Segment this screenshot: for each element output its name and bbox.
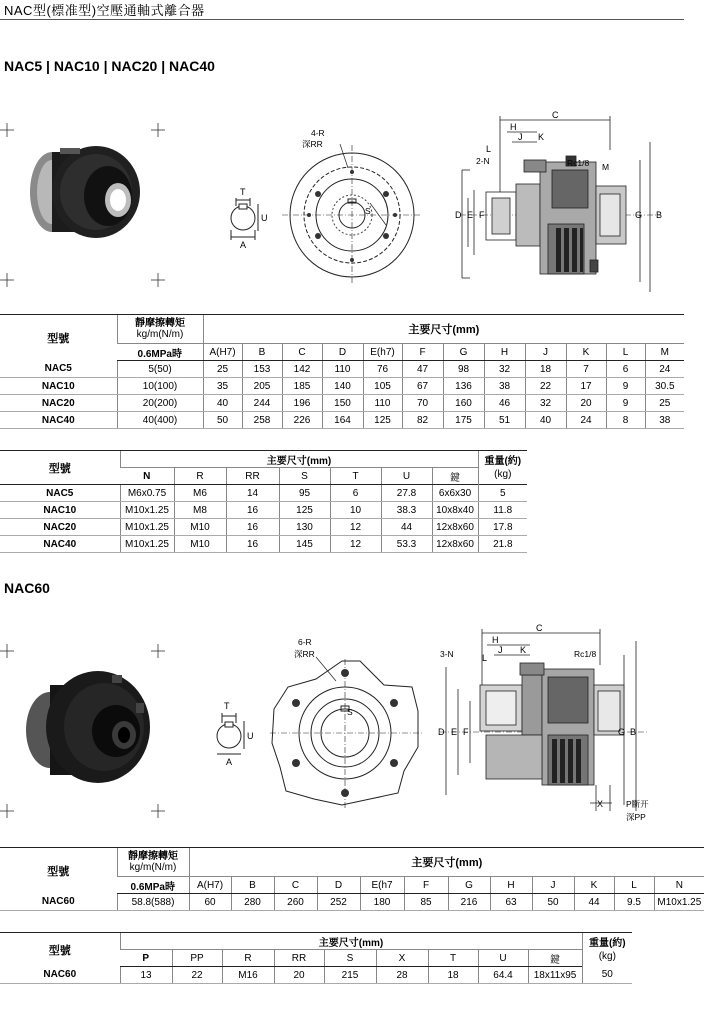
table-cell: 11.8 — [478, 502, 527, 519]
nac5-40-dim-H: H — [510, 122, 517, 132]
table-cell: NAC5 — [0, 361, 117, 378]
table-cell: 14 — [226, 485, 279, 502]
nac60-spec-table-1 — [0, 847, 704, 911]
nac5-40-label-A: A — [240, 240, 247, 250]
table-cell: 95 — [279, 485, 330, 502]
t2-header-weight: 重量(約) (kg) — [478, 451, 527, 485]
t1-col-F: F — [402, 344, 443, 361]
table-cell: 25 — [203, 361, 242, 378]
table-cell: RR — [274, 950, 324, 967]
table-cell: NAC10 — [0, 378, 117, 395]
page-title: NAC型(標准型)空壓通軸式離合器 — [4, 3, 205, 18]
table-cell: NAC5 — [0, 485, 120, 502]
table-cell: 47 — [402, 361, 443, 378]
table-row — [0, 519, 527, 536]
nac60-p-note-1: P斷开 — [626, 799, 649, 809]
table-cell: P — [120, 950, 172, 967]
table-cell: 12x8x60 — [432, 519, 478, 536]
table-cell: 67 — [402, 378, 443, 395]
nac5-40-front-view — [282, 144, 422, 285]
nac60-label-A: A — [226, 757, 233, 767]
table-cell: 38 — [645, 412, 684, 429]
t1-col-L: L — [606, 344, 645, 361]
table-cell: M10x1.25 — [120, 536, 174, 553]
table-row — [0, 502, 527, 519]
table-cell: 175 — [443, 412, 484, 429]
table-cell: 44 — [574, 894, 614, 911]
table-cell: 24 — [645, 361, 684, 378]
table-cell: 153 — [242, 361, 282, 378]
table-cell: 82 — [402, 412, 443, 429]
table-row — [0, 395, 684, 412]
table-cell: 9.5 — [614, 894, 654, 911]
table-cell: NAC40 — [0, 536, 120, 553]
table-cell: 50 — [532, 894, 574, 911]
nac60-dim-C: C — [536, 623, 543, 633]
nac60-dim-L: L — [482, 653, 488, 663]
table-cell: NAC10 — [0, 502, 120, 519]
nac60-dim-H: H — [492, 635, 499, 645]
table-cell: 38 — [484, 378, 525, 395]
table-cell: 140 — [322, 378, 363, 395]
t2-col-R: R — [174, 468, 226, 485]
t1-col-C: C — [282, 344, 322, 361]
nac5-40-dim-B: B — [656, 210, 663, 220]
table-cell: 85 — [404, 894, 448, 911]
table-cell: M6x0.75 — [120, 485, 174, 502]
nac60-dim-X: X — [597, 799, 604, 809]
nac5-40-product-photo — [30, 146, 140, 238]
title-divider — [0, 19, 684, 20]
nac60-dim-E: E — [451, 727, 458, 737]
table-cell: 7 — [566, 361, 606, 378]
table-cell: X — [376, 950, 428, 967]
table-cell: NAC20 — [0, 519, 120, 536]
t3-header-torque: 靜摩擦轉矩 kg/m(N/m) — [117, 848, 189, 877]
table-cell: 244 — [242, 395, 282, 412]
nac60-port: Rc1/8 — [574, 649, 597, 659]
table-cell: J — [532, 877, 574, 894]
table-cell: M10x1.25 — [654, 894, 704, 911]
table-cell: 46 — [484, 395, 525, 412]
table-cell: 196 — [282, 395, 322, 412]
t2-col-N: N — [120, 468, 174, 485]
t2-col-RR: RR — [226, 468, 279, 485]
table-cell: 136 — [443, 378, 484, 395]
table-cell: 10(100) — [117, 378, 203, 395]
t2-col-S: S — [279, 468, 330, 485]
table-cell: M16 — [222, 967, 274, 984]
table-cell: 12 — [330, 519, 381, 536]
table-cell: 18x11x95 — [528, 967, 582, 984]
table-cell: M6 — [174, 485, 226, 502]
nac60-dim-K: K — [520, 645, 527, 655]
table-cell: 70 — [402, 395, 443, 412]
nac60-p-note-2: 深PP — [626, 812, 646, 822]
nac60-dim-F: F — [463, 727, 469, 737]
table-cell: 160 — [443, 395, 484, 412]
table-cell: 5 — [478, 485, 527, 502]
table-cell: 32 — [484, 361, 525, 378]
nac60-keyway-drawing — [217, 713, 244, 754]
table-cell: 22 — [525, 378, 566, 395]
table-cell: 125 — [363, 412, 402, 429]
nac60-product-photo — [26, 671, 150, 783]
table-cell: 13 — [120, 967, 172, 984]
table-cell: 21.8 — [478, 536, 527, 553]
table-cell: 58.8(588) — [117, 894, 189, 911]
t4-header-model: 型號 — [0, 933, 120, 967]
table-cell: M10 — [174, 519, 226, 536]
nac5-40-dim-K: K — [538, 132, 545, 142]
t1-col-E: E(h7) — [363, 344, 402, 361]
nac60-holes-N: 3-N — [440, 649, 454, 659]
table-cell: D — [317, 877, 360, 894]
table-cell: H — [490, 877, 532, 894]
table-cell: 205 — [242, 378, 282, 395]
nac5-40-keyway-drawing — [231, 198, 258, 240]
table-cell: 185 — [282, 378, 322, 395]
t2-header-dims: 主要尺寸(mm) — [120, 451, 478, 468]
nac5-40-dim-C: C — [552, 110, 559, 120]
table-cell: 16 — [226, 536, 279, 553]
nac60-dim-J: J — [498, 645, 503, 655]
table-cell: 44 — [381, 519, 432, 536]
t1-header-model: 型號 — [0, 315, 117, 361]
nac60-label-U: U — [247, 731, 254, 741]
table-cell: 60 — [189, 894, 231, 911]
t2-col-key: 鍵 — [432, 468, 478, 485]
table-cell: M10x1.25 — [120, 502, 174, 519]
table-cell: 40 — [525, 412, 566, 429]
nac60-label-S: S — [347, 707, 353, 717]
table-cell: S — [324, 950, 376, 967]
table-cell: NAC20 — [0, 395, 117, 412]
nac5-40-spec-table-1 — [0, 314, 684, 429]
table-cell: 142 — [282, 361, 322, 378]
t1-col-G: G — [443, 344, 484, 361]
table-cell: 50 — [582, 967, 632, 984]
table-cell: F — [404, 877, 448, 894]
table-cell: 226 — [282, 412, 322, 429]
table-cell: 10 — [330, 502, 381, 519]
table-cell: 252 — [317, 894, 360, 911]
nac5-40-dim-E: E — [467, 210, 474, 220]
table-cell: 64.4 — [478, 967, 528, 984]
t3-header-dims: 主要尺寸(mm) — [189, 848, 704, 877]
table-cell: PP — [172, 950, 222, 967]
table-cell: M10 — [174, 536, 226, 553]
table-cell: 32 — [525, 395, 566, 412]
table-cell: 63 — [490, 894, 532, 911]
table-cell: 6 — [606, 361, 645, 378]
nac5-40-dim-D: D — [455, 210, 462, 220]
section-heading-nac60: NAC60 — [4, 580, 50, 596]
table-cell: 105 — [363, 378, 402, 395]
nac5-40-spec-table-2 — [0, 450, 527, 553]
nac60-bolt-note-2: 深RR — [294, 649, 315, 659]
table-cell: A(H7) — [189, 877, 231, 894]
table-cell: 258 — [242, 412, 282, 429]
table-cell: 16 — [226, 502, 279, 519]
nac5-40-port: Rc1/8 — [567, 158, 590, 168]
table-cell: B — [231, 877, 274, 894]
table-cell: 12x8x60 — [432, 536, 478, 553]
table-cell: 260 — [274, 894, 317, 911]
t1-col-H: H — [484, 344, 525, 361]
nac5-40-label-U: U — [261, 213, 268, 223]
table-cell: 110 — [363, 395, 402, 412]
t4-header-dims: 主要尺寸(mm) — [120, 933, 582, 950]
table-cell: 130 — [279, 519, 330, 536]
table-cell: 12 — [330, 536, 381, 553]
table-cell: L — [614, 877, 654, 894]
table-cell: NAC60 — [0, 894, 117, 911]
nac60-bolt-note-1: 6-R — [298, 637, 312, 647]
table-cell: 25 — [645, 395, 684, 412]
table-cell: 76 — [363, 361, 402, 378]
table-cell: NAC40 — [0, 412, 117, 429]
table-row — [0, 894, 704, 911]
table-cell: 18 — [525, 361, 566, 378]
table-cell: 35 — [203, 378, 242, 395]
table-cell: 28 — [376, 967, 428, 984]
nac60-label-T: T — [224, 701, 230, 711]
nac5-40-holes-N: 2-N — [476, 156, 490, 166]
t3-header-torque-sub: 0.6MPa時 — [117, 877, 189, 894]
table-cell: 180 — [360, 894, 404, 911]
nac5-40-drawings — [0, 100, 684, 295]
table-cell: 280 — [231, 894, 274, 911]
table-cell: 110 — [322, 361, 363, 378]
table-cell: 20(200) — [117, 395, 203, 412]
nac5-40-dim-G: G — [635, 210, 643, 220]
table-cell: 215 — [324, 967, 376, 984]
t1-header-torque: 靜摩擦轉矩 kg/m(N/m) — [117, 315, 203, 344]
table-row — [0, 378, 684, 395]
table-cell: 150 — [322, 395, 363, 412]
table-cell: 30.5 — [645, 378, 684, 395]
table-cell: 5(50) — [117, 361, 203, 378]
nac60-dim-D: D — [438, 727, 445, 737]
t1-header-torque-sub: 0.6MPa時 — [117, 344, 203, 361]
table-cell: 16 — [226, 519, 279, 536]
table-cell: C — [274, 877, 317, 894]
table-cell: M8 — [174, 502, 226, 519]
table-cell: 10x8x40 — [432, 502, 478, 519]
table-cell: 9 — [606, 395, 645, 412]
table-cell: 6 — [330, 485, 381, 502]
table-cell: NAC60 — [0, 967, 120, 984]
t1-col-K: K — [566, 344, 606, 361]
nac5-40-dim-M: M — [602, 162, 610, 172]
table-cell: G — [448, 877, 490, 894]
t2-col-U: U — [381, 468, 432, 485]
table-cell: E(h7 — [360, 877, 404, 894]
nac60-drawings — [0, 615, 684, 830]
nac60-front-view — [270, 657, 422, 809]
nac5-40-dim-L: L — [486, 144, 492, 154]
table-row — [0, 412, 684, 429]
table-cell: M10x1.25 — [120, 519, 174, 536]
table-cell: R — [222, 950, 274, 967]
table-cell: 24 — [566, 412, 606, 429]
t1-col-B: B — [242, 344, 282, 361]
table-cell: 鍵 — [528, 950, 582, 967]
t1-col-M: M — [645, 344, 684, 361]
table-cell: 20 — [274, 967, 324, 984]
table-cell: 164 — [322, 412, 363, 429]
table-row — [0, 967, 632, 984]
table-cell: 51 — [484, 412, 525, 429]
table-row — [0, 361, 684, 378]
table-cell: 18 — [428, 967, 478, 984]
table-cell: 17 — [566, 378, 606, 395]
nac60-dim-G: G — [618, 727, 626, 737]
table-cell: 20 — [566, 395, 606, 412]
table-cell: T — [428, 950, 478, 967]
table-cell: 40 — [203, 395, 242, 412]
table-cell: 216 — [448, 894, 490, 911]
table-cell: U — [478, 950, 528, 967]
nac60-spec-table-2 — [0, 932, 632, 984]
nac5-40-dim-J: J — [518, 132, 523, 142]
nac60-dim-B: B — [630, 727, 637, 737]
t4-header-weight: 重量(約) (kg) — [582, 933, 632, 967]
nac5-40-label-T: T — [240, 187, 246, 197]
table-cell: 17.8 — [478, 519, 527, 536]
table-cell: 40(400) — [117, 412, 203, 429]
table-cell: 22 — [172, 967, 222, 984]
table-cell: 53.3 — [381, 536, 432, 553]
table-cell: 9 — [606, 378, 645, 395]
table-row — [0, 536, 527, 553]
nac60-section-view — [440, 629, 648, 811]
t3-header-model: 型號 — [0, 848, 117, 894]
t1-col-A: A(H7) — [203, 344, 242, 361]
table-cell: N — [654, 877, 704, 894]
nac5-40-label-S: S — [365, 206, 371, 216]
t1-col-D: D — [322, 344, 363, 361]
table-cell: 145 — [279, 536, 330, 553]
nac5-40-dim-F: F — [479, 210, 485, 220]
table-cell: 98 — [443, 361, 484, 378]
table-cell: 125 — [279, 502, 330, 519]
t1-col-J: J — [525, 344, 566, 361]
t2-col-T: T — [330, 468, 381, 485]
table-cell: 50 — [203, 412, 242, 429]
table-cell: 27.8 — [381, 485, 432, 502]
table-cell: 38.3 — [381, 502, 432, 519]
table-row — [0, 485, 527, 502]
section-heading-nac5-40: NAC5 | NAC10 | NAC20 | NAC40 — [4, 58, 215, 74]
nac5-40-bolt-note-1: 4-R — [311, 128, 325, 138]
nac5-40-bolt-note-2: 深RR — [302, 139, 323, 149]
table-cell: 8 — [606, 412, 645, 429]
t1-header-dims: 主要尺寸(mm) — [203, 315, 684, 344]
table-cell: K — [574, 877, 614, 894]
t2-header-model: 型號 — [0, 451, 120, 485]
table-cell: 6x6x30 — [432, 485, 478, 502]
